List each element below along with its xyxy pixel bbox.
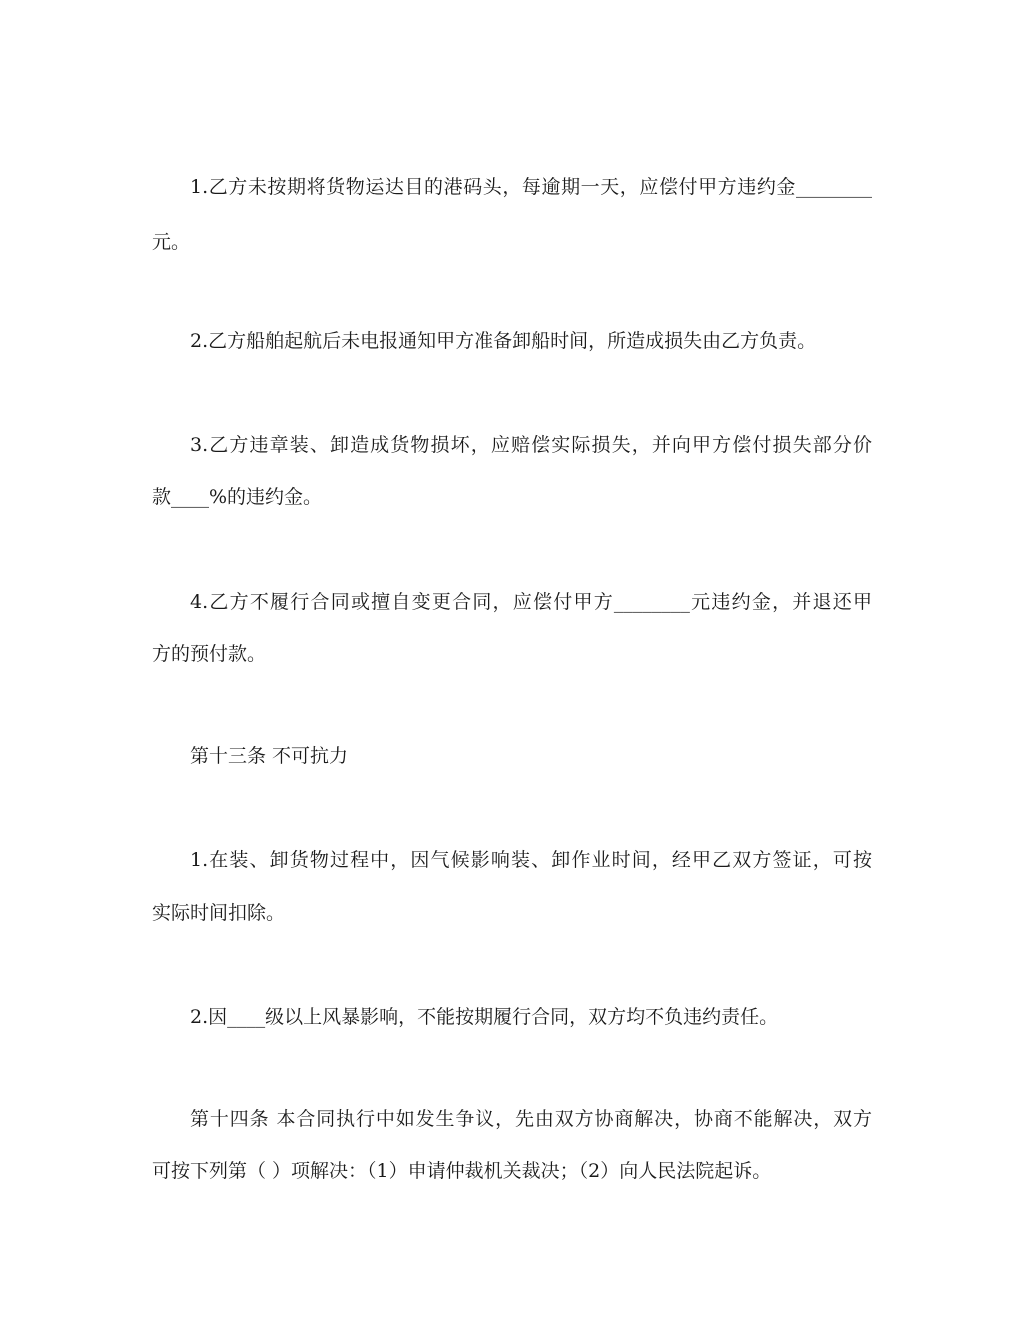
clause-12-item-3-line-1: 3.乙方违章装、卸造成货物损坏，应赔偿实际损失，并向甲方偿付损失部分价	[190, 434, 872, 456]
clause-12-item-1-line-1: 1.乙方未按期将货物运达目的港码头，每逾期一天，应偿付甲方违约金________	[190, 176, 872, 198]
clause-14-line-1: 第十四条 本合同执行中如发生争议，先由双方协商解决，协商不能解决，双方	[190, 1108, 872, 1130]
clause-13-item-2: 2.因____级以上风暴影响，不能按期履行合同，双方均不负违约责任。	[190, 1006, 779, 1028]
clause-13-item-1-line-2: 实际时间扣除。	[152, 902, 286, 924]
clause-12-item-4-line-2: 方的预付款。	[152, 643, 267, 665]
clause-13-heading: 第十三条 不可抗力	[190, 745, 349, 767]
clause-12-item-1-line-2: 元。	[152, 231, 191, 253]
clause-13-item-1-line-1: 1.在装、卸货物过程中，因气候影响装、卸作业时间，经甲乙双方签证，可按	[190, 849, 872, 871]
clause-12-item-3-line-2: 款____%的违约金。	[152, 486, 323, 508]
clause-12-item-2: 2.乙方船舶起航后未电报通知甲方准备卸船时间，所造成损失由乙方负责。	[190, 330, 817, 352]
clause-12-item-4-line-1: 4.乙方不履行合同或擅自变更合同，应偿付甲方________元违约金，并退还甲	[190, 591, 872, 613]
clause-14-line-2: 可按下列第（ ）项解决：（1）申请仲裁机关裁决；（2）向人民法院起诉。	[152, 1160, 772, 1182]
